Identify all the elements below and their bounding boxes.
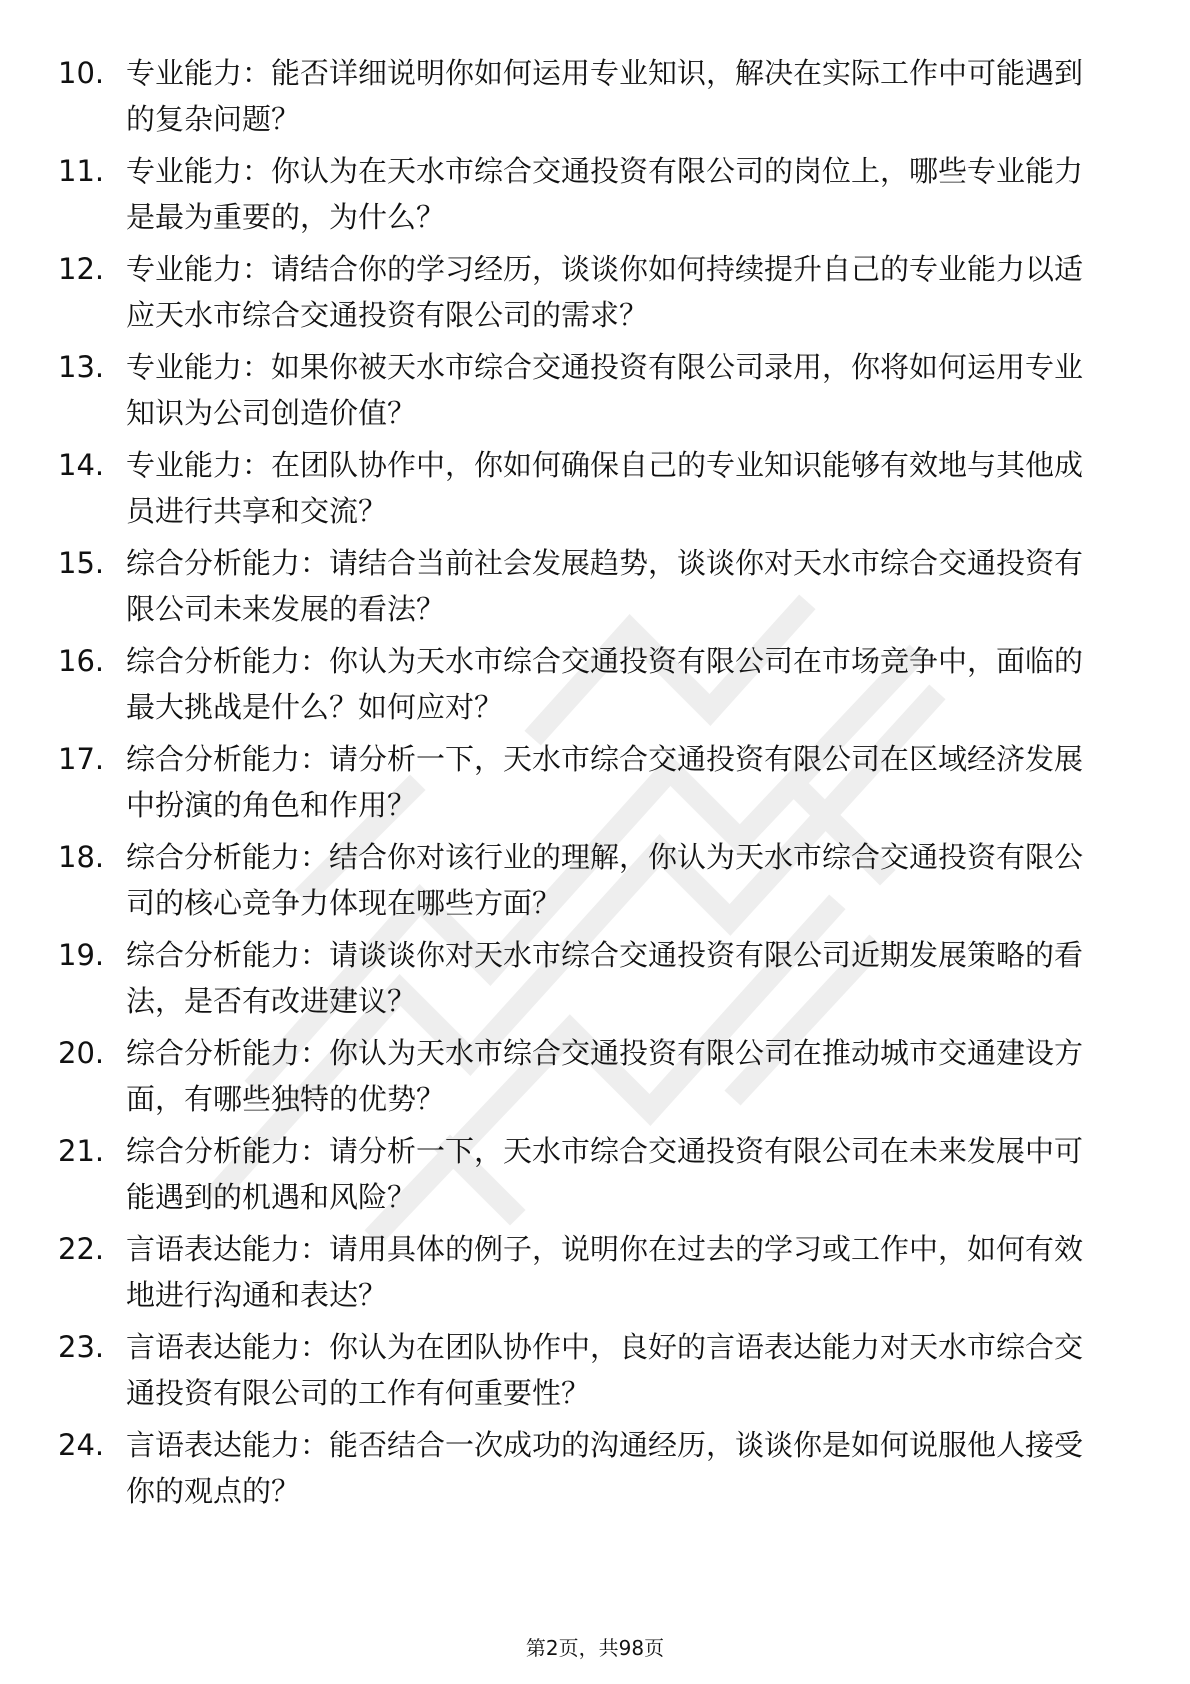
- question-text: 综合分析能力：请分析一下，天水市综合交通投资有限公司在未来发展中可能遇到的机遇和风险？: [126, 1134, 1084, 1214]
- question-text: 综合分析能力：请分析一下，天水市综合交通投资有限公司在区域经济发展中扮演的角色和作用？: [126, 742, 1084, 822]
- question-text: 言语表达能力：你认为在团队协作中，良好的言语表达能力对天水市综合交通投资有限公司的工作有何重要性？: [126, 1330, 1084, 1410]
- question-number: 22.: [58, 1232, 105, 1266]
- question-text: 综合分析能力：请结合当前社会发展趋势，谈谈你对天水市综合交通投资有限公司未来发展的看法？: [126, 546, 1084, 626]
- list-item: [58, 540, 1118, 638]
- question-list: [58, 50, 1118, 1520]
- list-item: [58, 344, 1118, 442]
- question-text: 综合分析能力：你认为天水市综合交通投资有限公司在推动城市交通建设方面，有哪些独特的优势？: [126, 1036, 1084, 1116]
- list-item: [58, 1128, 1118, 1226]
- list-item: [58, 638, 1118, 736]
- question-text: 综合分析能力：请谈谈你对天水市综合交通投资有限公司近期发展策略的看法，是否有改进建议？: [126, 938, 1084, 1018]
- question-number: 10.: [58, 56, 105, 90]
- question-number: 15.: [58, 546, 105, 580]
- list-item: [58, 50, 1118, 148]
- question-text: 言语表达能力：请用具体的例子，说明你在过去的学习或工作中，如何有效地进行沟通和表达？: [126, 1232, 1084, 1312]
- question-text: 综合分析能力：结合你对该行业的理解，你认为天水市综合交通投资有限公司的核心竞争力体现在哪些方面？: [126, 840, 1084, 920]
- question-number: 20.: [58, 1036, 105, 1070]
- list-item: [58, 442, 1118, 540]
- question-text: 专业能力：在团队协作中，你如何确保自己的专业知识能够有效地与其他成员进行共享和交流？: [126, 448, 1084, 528]
- question-text: 专业能力：能否详细说明你如何运用专业知识，解决在实际工作中可能遇到的复杂问题？: [126, 56, 1084, 136]
- question-number: 14.: [58, 448, 105, 482]
- page-footer: 第2页，共98页: [525, 1636, 665, 1660]
- question-number: 17.: [58, 742, 105, 776]
- question-number: 12.: [58, 252, 105, 286]
- question-number: 21.: [58, 1134, 105, 1168]
- list-item: [58, 1226, 1118, 1324]
- question-number: 23.: [58, 1330, 105, 1364]
- list-item: [58, 148, 1118, 246]
- list-item: [58, 834, 1118, 932]
- list-item: [58, 1030, 1118, 1128]
- question-text: 综合分析能力：你认为天水市综合交通投资有限公司在市场竞争中，面临的最大挑战是什么？如何应对？: [126, 644, 1084, 724]
- question-number: 19.: [58, 938, 105, 972]
- question-text: 言语表达能力：能否结合一次成功的沟通经历，谈谈你是如何说服他人接受你的观点的？: [126, 1428, 1084, 1508]
- question-number: 16.: [58, 644, 105, 678]
- question-text: 专业能力：请结合你的学习经历，谈谈你如何持续提升自己的专业能力以适应天水市综合交通投资有限公司的需求？: [126, 252, 1084, 332]
- question-number: 18.: [58, 840, 105, 874]
- list-item: [58, 1422, 1118, 1520]
- list-item: [58, 246, 1118, 344]
- list-item: [58, 1324, 1118, 1422]
- question-number: 24.: [58, 1428, 105, 1462]
- question-text: 专业能力：你认为在天水市综合交通投资有限公司的岗位上，哪些专业能力是最为重要的，为什么？: [126, 154, 1084, 234]
- list-item: [58, 736, 1118, 834]
- list-item: [58, 932, 1118, 1030]
- question-text: 专业能力：如果你被天水市综合交通投资有限公司录用，你将如何运用专业知识为公司创造价值？: [126, 350, 1084, 430]
- question-number: 13.: [58, 350, 105, 384]
- question-number: 11.: [58, 154, 105, 188]
